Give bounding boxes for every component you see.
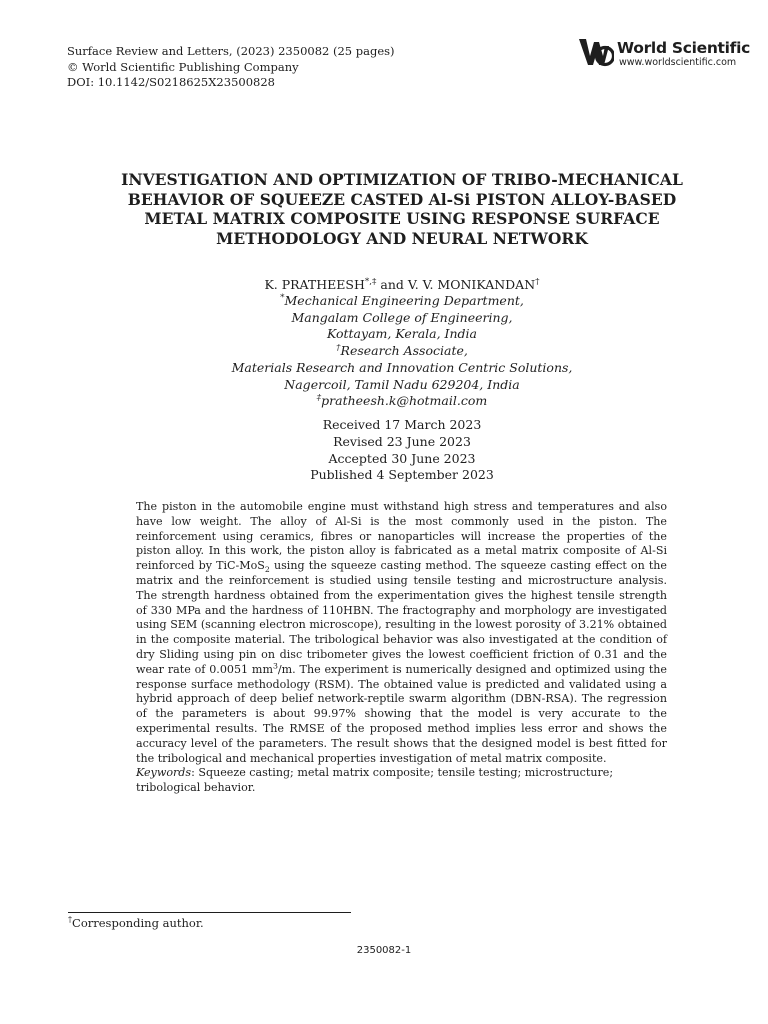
author-footnote-marks: *,‡ [364,276,377,287]
journal-citation: Surface Review and Letters, (2023) 2350082 (25 pages) [67,44,395,58]
copyright-notice: © World Scientific Publishing Company [67,59,299,74]
affiliations [70,293,734,410]
keywords-text: : Squeeze casting; metal matrix composite; tensile testing; microstructure; tribological behavior. [136,766,614,794]
doi: DOI: 10.1142/S0218625X23500828 [67,75,275,89]
revised-date: Revised 23 June 2023 [333,433,471,449]
abstract-text: The piston in the automobile engine must withstand high stress and temperatures and also have low weight. The alloy of Al-Si is the most commonly used in the piston. The reinforcement using ceramics, fibres or nanoparticles will increase the properties of the piston alloy. In this work, the piston alloy is fabricated as a metal matrix composite of Al-Si reinforced by TiC-MoS$_2$ using the squeeze casting method. The squeeze casting effect on the matrix and the reinforcement is studied using tensile testing and microstructure analysis. The strength hardness obtained from the experimentation gives the highest tensile strength of 330 MPa and the hardness of 110HBN. The fractography and morphology are investigated using SEM (scanning electron microscope), resulting in the lowest porosity of 3.21% obtained in the composite material. The tribological behavior was also investigated at the condition of dry Sliding using pin on disc tribometer gives the lowest coefficient friction of 0.31 and the wear rate of 0.0051 $mm^3/m$. The experiment is numerically designed and optimized using the response surface methodology (RSM). The obtained value is predicted and validated using a hybrid approach of deep belief network-reptile swarm algorithm (DBN-RSA). The regression of the parameters is about 99.97% showing that the model is very accurate to the experimental results. The RMSE of the proposed method implies less error and shows the accuracy level of the parameters. The result shows that the designed model is best fitted for the tribological and mechanical properties investigation of metal matrix composite. [136,500,667,765]
publisher-name: World Scientific [617,39,751,57]
abstract [136,500,667,766]
publisher-logo [578,34,751,74]
title-line: METHODOLOGY AND NEURAL NETWORK [216,228,588,248]
affiliation-line: Kottayam, Kerala, India [326,326,477,342]
title-line: INVESTIGATION AND OPTIMIZATION OF TRIBO-MECHANICAL [121,170,683,189]
author-name: V. V. MONIKANDAN [407,277,536,292]
footnote-divider [68,912,351,913]
affiliation-mark: * [280,292,285,303]
keywords-label: Keywords [136,766,192,779]
paper-title [70,170,734,248]
affiliation-mark: † [336,342,341,353]
publication-dates [70,417,734,484]
journal-header [67,44,395,91]
page-number: 2350082-1 [356,945,412,956]
publisher-url[interactable]: www.worldscientific.com [619,57,737,68]
affiliation-line: *Mechanical Engineering Department, [280,292,524,308]
author-footnote-marks: † [535,276,540,287]
affiliation-line: Nagercoil, Tamil Nadu 629204, India [284,376,520,392]
world-scientific-logo-icon [578,34,614,70]
affiliation-mark: ‡ [316,393,322,404]
keywords [136,766,667,796]
footnote-text: Corresponding author. [72,916,204,930]
title-line: BEHAVIOR OF SQUEEZE CASTED Al-Si PISTON ALLOY-BASED [127,189,677,209]
author-list [70,277,734,292]
footnote-mark: † [68,915,73,925]
author-name: K. PRATHEESH [264,277,365,292]
received-date: Received 17 March 2023 [322,417,482,432]
affiliation-line: Materials Research and Innovation Centric Solutions, [231,359,573,375]
author-conjunction: and [376,277,408,292]
author-email[interactable]: pratheesh.k@hotmail.com [321,393,488,409]
footnote [68,916,204,930]
affiliation-line: †Research Associate, [336,342,468,359]
affiliation-line: Mangalam College of Engineering, [291,309,513,325]
accepted-date: Accepted 30 June 2023 [328,450,476,466]
email-line [70,393,734,410]
published-date: Published 4 September 2023 [310,467,494,483]
title-line: METAL MATRIX COMPOSITE USING RESPONSE SURFACE [144,209,660,228]
